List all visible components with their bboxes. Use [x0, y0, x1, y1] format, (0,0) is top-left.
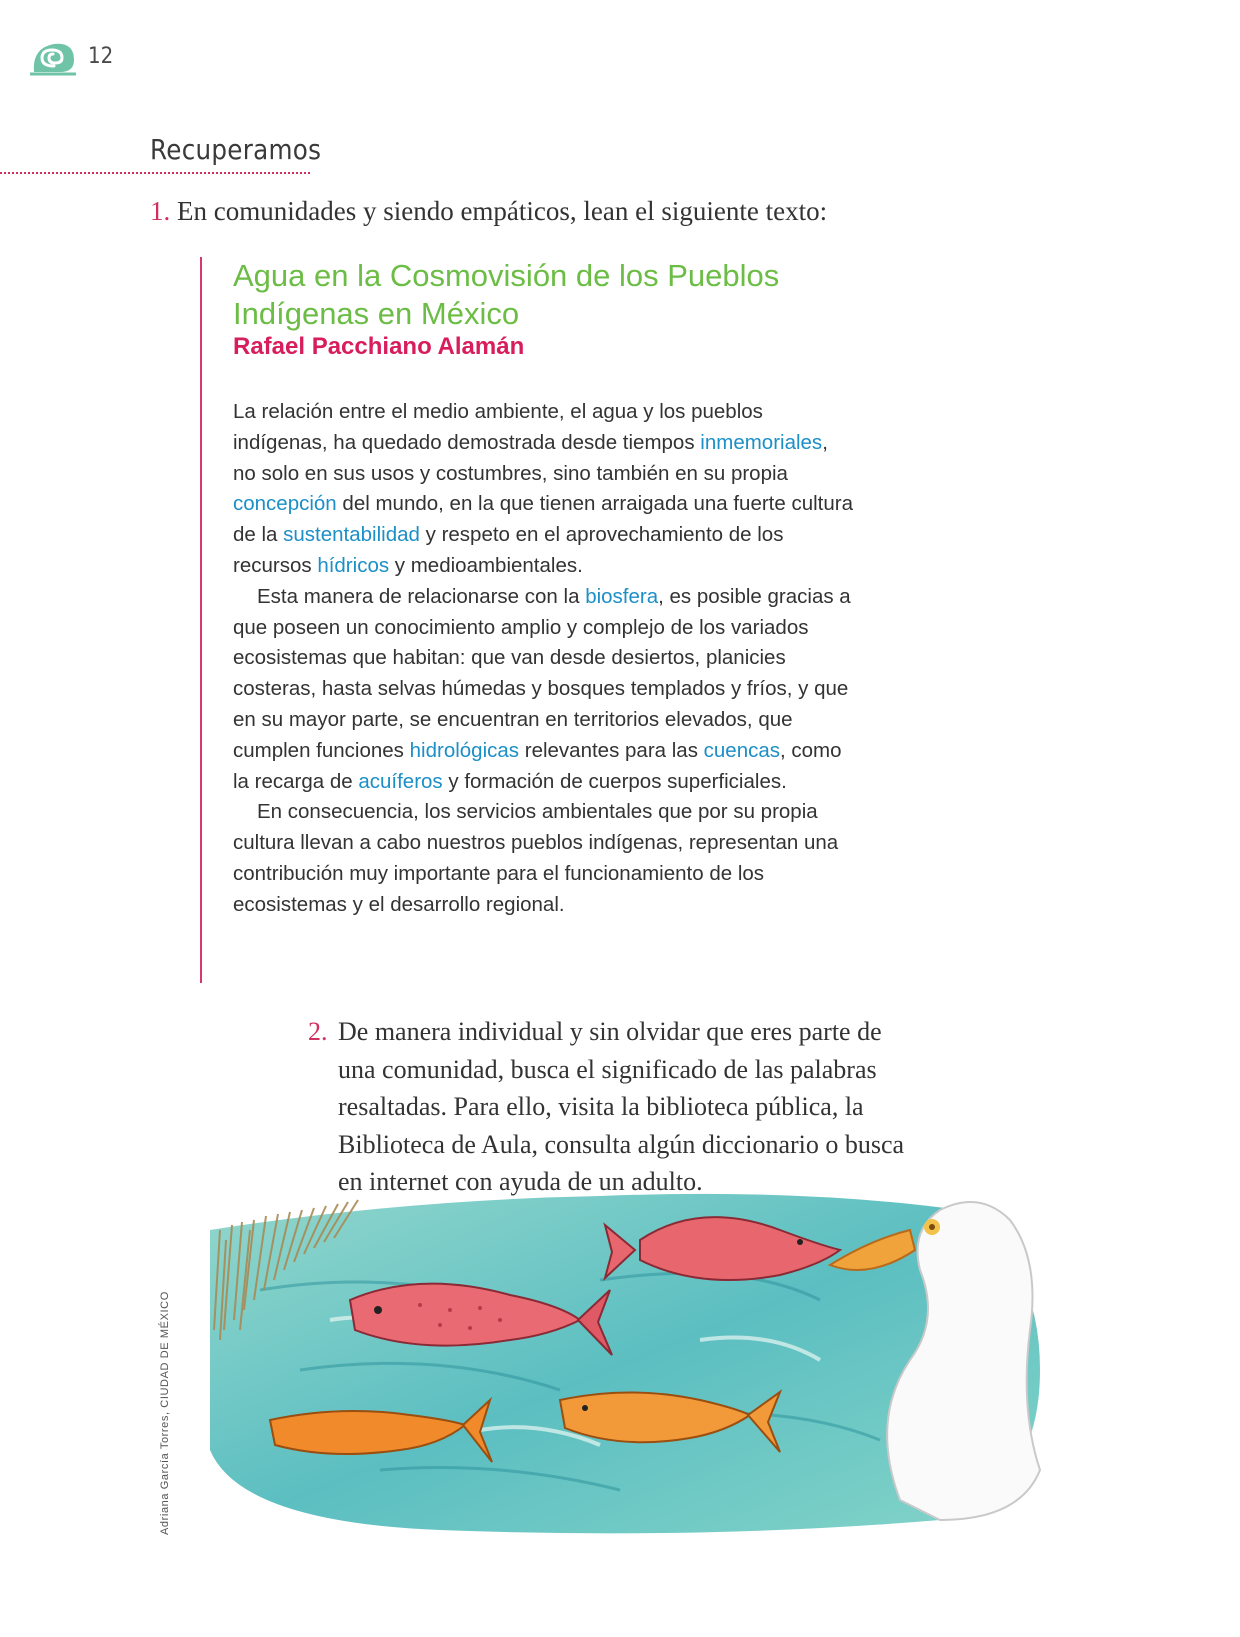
- highlighted-keyword: inmemoriales: [700, 430, 823, 454]
- activity-1-number: 1.: [150, 196, 171, 226]
- paragraph-text: , como la recarga de: [233, 738, 842, 793]
- activity-2-text: De manera individual y sin olvidar que eres parte de una comunidad, busca el significado de las palabras resaltadas. Para ello, visita la biblioteca pública, la Biblioteca de Aula, consulta algún diccionario o busca en internet con ayuda de un adulto.: [338, 1017, 905, 1196]
- paragraph-text: , no solo en sus usos y costumbres, sino también en su propia: [233, 430, 828, 485]
- highlighted-keyword: acuíferos: [358, 769, 443, 793]
- section-divider: [0, 172, 310, 174]
- snail-icon: [30, 38, 78, 78]
- article-paragraph: [233, 582, 853, 798]
- paragraph-text: relevantes para las: [519, 738, 704, 762]
- paragraph-text: y medioambientales.: [389, 553, 583, 577]
- article-quote-block: [200, 257, 882, 983]
- paragraph-text: , es posible gracias a que poseen un conocimiento amplio y complejo de los variados ecosistemas que habitan: que van desde desiertos, planicies costeras, hasta selvas húmedas y bosques templados y fríos, y que en su mayor parte, se encuentran en territorios elevados, que cumplen funciones: [233, 584, 851, 762]
- article-title: Agua en la Cosmovisión de los Pueblos Indígenas en México: [233, 258, 780, 331]
- paragraph-text: Esta manera de relacionarse con la: [257, 584, 586, 608]
- highlighted-keyword: sustentabilidad: [283, 523, 420, 547]
- paragraph-text: La relación entre el medio ambiente, el agua y los pueblos indígenas, ha quedado demostrada desde tiempos: [233, 400, 763, 454]
- paragraph-text: y respeto en el aprovechamiento de los recursos: [233, 523, 784, 577]
- article-author: Rafael Pacchiano Alamán: [233, 333, 525, 360]
- highlighted-keyword: hídricos: [317, 553, 390, 577]
- article-body: [233, 397, 853, 921]
- highlighted-keyword: concepción: [233, 492, 337, 516]
- water-fish-illustration: [180, 1170, 1060, 1540]
- activity-2-number: 2.: [308, 1017, 328, 1046]
- page-number: 12: [88, 44, 114, 69]
- section-title: Recuperamos: [150, 133, 322, 166]
- paragraph-text: y formación de cuerpos superficiales.: [442, 769, 787, 793]
- highlighted-keyword: cuencas: [703, 738, 781, 762]
- illustration-credit: Adriana García Torres, CIUDAD DE MÉXICO: [159, 1291, 171, 1535]
- activity-1-instruction: [150, 196, 827, 227]
- highlighted-keyword: hidrológicas: [409, 738, 520, 762]
- article-paragraph: [233, 397, 853, 582]
- highlighted-keyword: biosfera: [585, 584, 659, 608]
- article-paragraph: [233, 797, 853, 920]
- activity-1-text: En comunidades y siendo empáticos, lean el siguiente texto:: [177, 196, 828, 226]
- paragraph-text: del mundo, en la que tienen arraigada una fuerte cultura de la: [233, 492, 853, 547]
- paragraph-text: En consecuencia, los servicios ambientales que por su propia cultura llevan a cabo nuestros pueblos indígenas, representan una contribución muy importante para el funcionamiento de los ecosistemas y el desarrollo regional.: [233, 800, 839, 916]
